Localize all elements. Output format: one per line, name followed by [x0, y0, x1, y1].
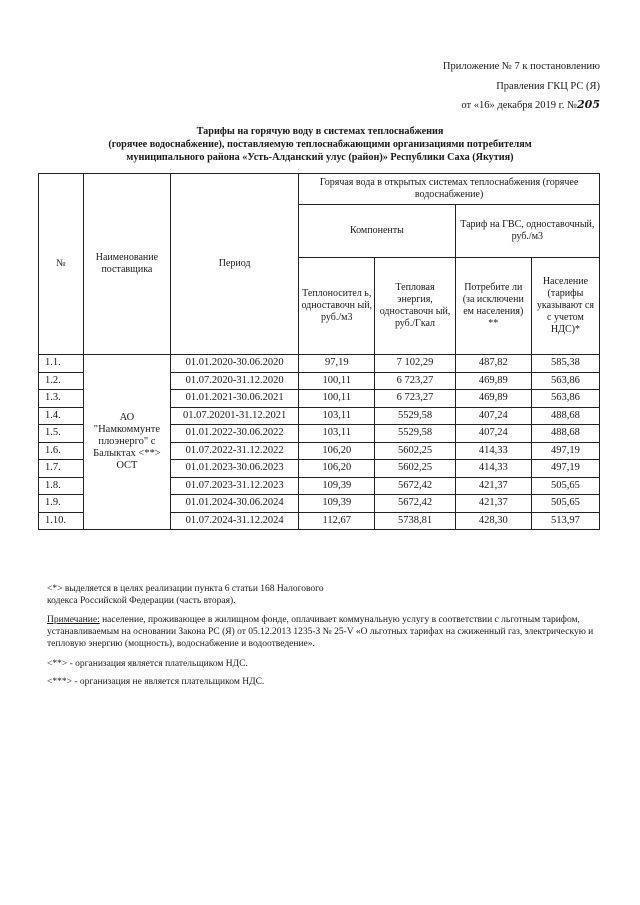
supplier-name: АО "Намкоммунте плоэнерго" с Балыктах <**> ОСТ: [83, 355, 170, 530]
row-energy: 6 723,27: [375, 390, 455, 408]
row-consumers: 407,24: [455, 407, 531, 425]
row-consumers: 469,89: [455, 372, 531, 390]
row-population: 497,19: [531, 460, 599, 478]
footnote-vat-payer: [47, 658, 600, 670]
row-energy: 5672,42: [375, 477, 455, 495]
row-number: 1.6.: [39, 442, 84, 460]
handwritten-number: 205: [577, 98, 600, 111]
remark-text: население, проживающее в жилищном фонде, оплачивает коммунальную услугу в соответствии с льготным тарифом, устанавливаемым на основании Закона РС (Я) от 05.12.2013 1235-З № 25-V «О льготных тарифах на сжиженный газ, электрическую и тепловую энергию (мощность), водоснабжение и водоотведение».: [47, 615, 594, 649]
footnote-non-vat-payer-text: <***> - организация не является плательщиком НДС.: [47, 677, 265, 687]
row-consumers: 469,89: [455, 390, 531, 408]
appendix-line-3: [443, 98, 600, 113]
row-energy: 7 102,29: [375, 355, 455, 373]
title-line-3: муниципального района «Усть-Алданский улус (район)» Республики Саха (Якутия): [126, 152, 514, 163]
row-number: 1.10.: [39, 512, 84, 530]
header-no: №: [39, 174, 84, 355]
footnote-vat-line-1: <*> выделяется в целях реализации пункта 6 статьи 168 Налогового: [47, 584, 324, 594]
header-group: Горячая вода в открытых системах теплоснабжения (горячее водоснабжение): [299, 174, 600, 205]
appendix-date: от «16» декабря 2019 г. №: [461, 100, 578, 111]
row-population: 488,68: [531, 407, 599, 425]
row-number: 1.7.: [39, 460, 84, 478]
row-energy: 6 723,27: [375, 372, 455, 390]
row-carrier: 100,11: [299, 390, 375, 408]
appendix-line-2: Правления ГКЦ РС (Я): [496, 81, 600, 92]
row-carrier: 106,20: [299, 460, 375, 478]
footnote-vat-payer-text: <**> - организация является плательщиком НДС.: [47, 659, 248, 669]
row-number: 1.1.: [39, 355, 84, 373]
header-tariff: Тариф на ГВС, одноставочный, руб./м3: [455, 205, 599, 258]
row-carrier: 112,67: [299, 512, 375, 530]
row-number: 1.4.: [39, 407, 84, 425]
row-period: 01.01.2023-30.06.2023: [171, 460, 299, 478]
row-number: 1.2.: [39, 372, 84, 390]
row-period: 01.01.2020-30.06.2020: [171, 355, 299, 373]
header-carrier: Теплоносител ь, одноставочн ый, руб./м3: [299, 258, 375, 355]
row-period: 01.07.2020-31.12.2020: [171, 372, 299, 390]
footnote-vat: [47, 583, 600, 607]
document-title: [40, 125, 600, 164]
row-energy: 5602,25: [375, 460, 455, 478]
table-body: [39, 355, 600, 530]
footnote-remark: [47, 614, 600, 650]
row-energy: 5602,25: [375, 442, 455, 460]
table-row: [39, 355, 600, 373]
remark-label: Примечание:: [47, 615, 100, 625]
row-number: 1.5.: [39, 425, 84, 443]
row-carrier: 109,39: [299, 495, 375, 513]
header-row-1: [39, 174, 600, 205]
row-energy: 5529,58: [375, 407, 455, 425]
row-carrier: 109,39: [299, 477, 375, 495]
row-carrier: 103,11: [299, 407, 375, 425]
row-carrier: 97,19: [299, 355, 375, 373]
row-period: 01.07.20201-31.12.2021: [171, 407, 299, 425]
header-period: Период: [171, 174, 299, 355]
row-carrier: 106,20: [299, 442, 375, 460]
row-carrier: 100,11: [299, 372, 375, 390]
row-consumers: 407,24: [455, 425, 531, 443]
row-population: 488,68: [531, 425, 599, 443]
footnote-vat-line-2: кодекса Российской Федерации (часть вторая).: [47, 596, 236, 606]
row-energy: 5738,81: [375, 512, 455, 530]
title-line-2: (горячее водоснабжение), поставляемую теплоснабжающими организациями потребителям: [108, 139, 532, 150]
row-consumers: 414,33: [455, 460, 531, 478]
row-period: 01.07.2024-31.12.2024: [171, 512, 299, 530]
row-period: 01.07.2022-31.12.2022: [171, 442, 299, 460]
header-consumers: Потребите ли (за исключени ем населения) **: [455, 258, 531, 355]
row-consumers: 428,30: [455, 512, 531, 530]
appendix-header: [443, 60, 600, 113]
row-population: 563,86: [531, 372, 599, 390]
row-population: 505,65: [531, 495, 599, 513]
header-components: Компоненты: [299, 205, 456, 258]
row-energy: 5672,42: [375, 495, 455, 513]
appendix-line-1: Приложение № 7 к постановлению: [442, 61, 600, 72]
row-energy: 5529,58: [375, 425, 455, 443]
row-population: 585,38: [531, 355, 599, 373]
header-energy: Тепловая энергия, одноставочн ый, руб./Гкал: [375, 258, 455, 355]
row-consumers: 414,33: [455, 442, 531, 460]
title-line-1: Тарифы на горячую воду в системах теплоснабжения: [196, 126, 444, 137]
row-period: 01.07.2023-31.12.2023: [171, 477, 299, 495]
header-population: Население (тарифы указывают ся с учетом НДС)*: [531, 258, 599, 355]
row-period: 01.01.2022-30.06.2022: [171, 425, 299, 443]
row-period: 01.01.2021-30.06.2021: [171, 390, 299, 408]
row-population: 497,19: [531, 442, 599, 460]
row-consumers: 421,37: [455, 477, 531, 495]
row-population: 513,97: [531, 512, 599, 530]
footnote-non-vat-payer: [47, 676, 600, 688]
row-population: 505,65: [531, 477, 599, 495]
row-number: 1.8.: [39, 477, 84, 495]
row-consumers: 421,37: [455, 495, 531, 513]
row-consumers: 487,82: [455, 355, 531, 373]
header-supplier: Наименование поставщика: [83, 174, 170, 355]
row-carrier: 103,11: [299, 425, 375, 443]
row-population: 563,86: [531, 390, 599, 408]
row-number: 1.9.: [39, 495, 84, 513]
row-number: 1.3.: [39, 390, 84, 408]
tariff-table: [38, 173, 600, 530]
row-period: 01.01.2024-30.06.2024: [171, 495, 299, 513]
